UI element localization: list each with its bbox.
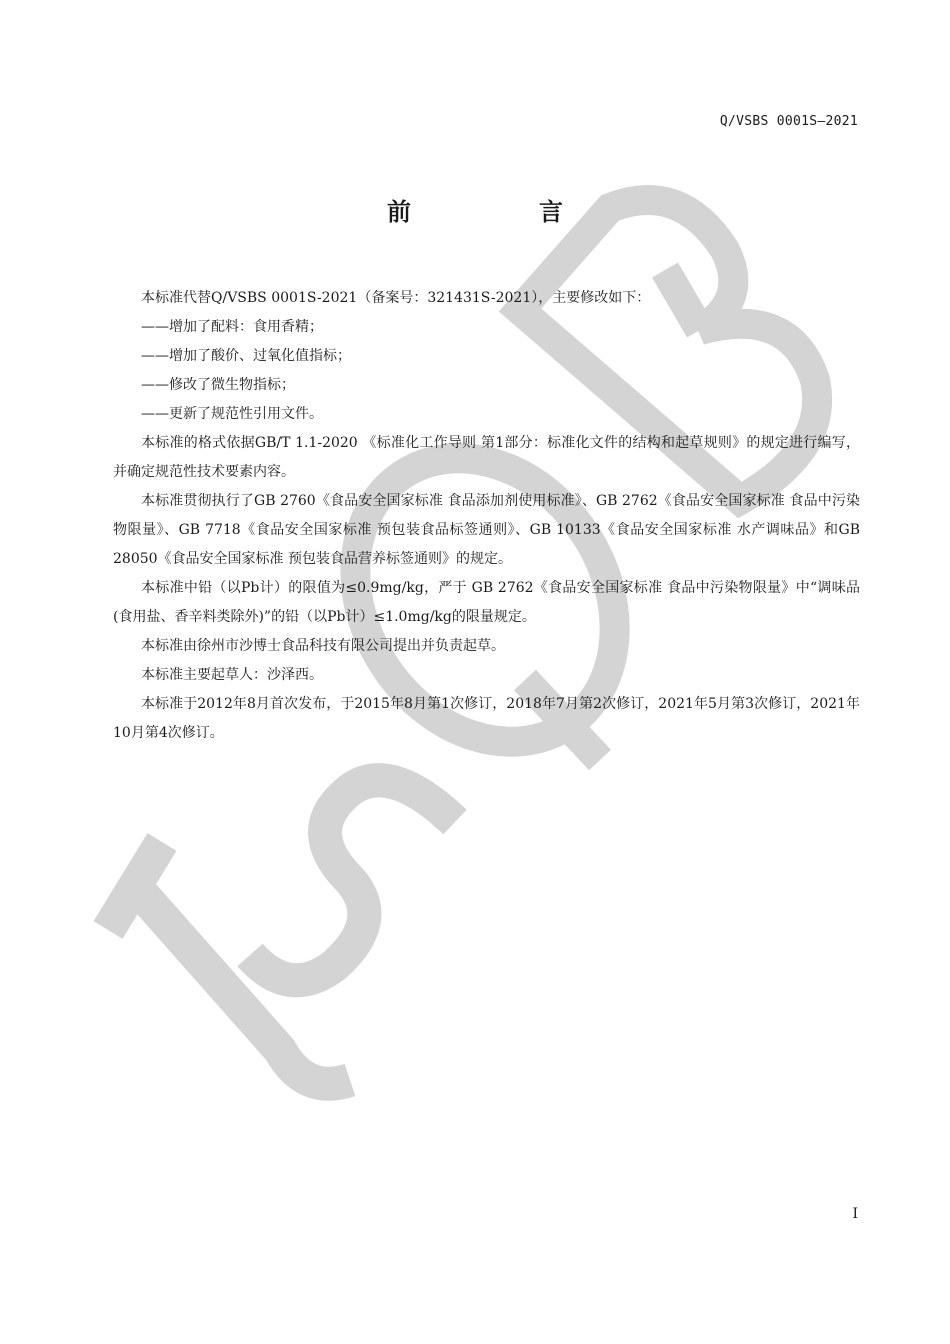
paragraph: 本标准的格式依据GB/T 1.1-2020 《标准化工作导则 第1部分：标准化文件的结构和起草规则》的规定进行编写，并确定规范性技术要素内容。 — [113, 435, 860, 480]
paragraph: 本标准中铅（以Pb计）的限值为≤0.9mg/kg，严于 GB 2762《食品安全国家标准 食品中污染物限量》中“调味品(食用盐、香辛料类除外)”的铅（以Pb计）≤1.0mg/kg的限量规定。 — [113, 580, 860, 625]
watermark-letter-j — [108, 842, 350, 1084]
paragraph: 本标准于2012年8月首次发布，于2015年8月第1次修订，2018年7月第2次修订，2021年5月第3次修订，2021年10月第4次修订。 — [113, 696, 860, 741]
watermark-letter-s — [250, 780, 455, 980]
paragraph: ——增加了酸价、过氧化值指标； — [141, 348, 351, 364]
paragraph: ——修改了微生物指标； — [141, 377, 295, 393]
paragraph: 本标准由徐州市沙博士食品科技有限公司提出并负责起草。 — [141, 638, 505, 654]
document-body — [113, 284, 860, 748]
page-number: I — [852, 1206, 858, 1222]
paragraph: ——更新了规范性引用文件。 — [141, 406, 323, 422]
paragraph: 本标准主要起草人：沙泽西。 — [141, 667, 323, 683]
paragraph: ——增加了配料：食用香精； — [141, 319, 323, 335]
document-code: Q/VSBS 0001S—2021 — [719, 114, 858, 129]
paragraph: 本标准贯彻执行了GB 2760《食品安全国家标准 食品添加剂使用标准》、GB 2762《食品安全国家标准 食品中污染物限量》、GB 7718《食品安全国家标准 预包装食品标签通则》、GB 10133《食品安全国家标准 水产调味品》和GB 28050《食品安全国家标准 预包装食品营养标签通则》的规定。 — [113, 493, 860, 567]
page-title: 前 言 — [387, 198, 615, 226]
paragraph: 本标准代替Q/VSBS 0001S-2021（备案号：321431S-2021），主要修改如下： — [141, 290, 651, 306]
